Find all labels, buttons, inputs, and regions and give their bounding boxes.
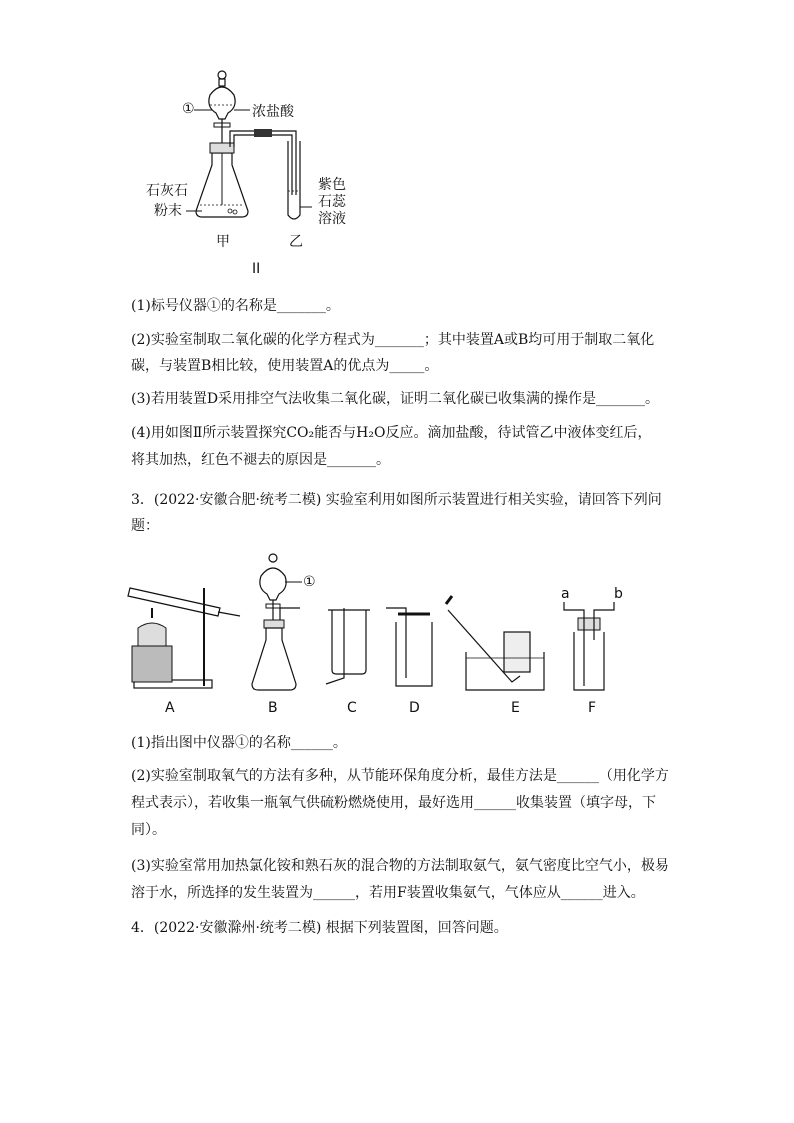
label-c: C <box>347 700 357 716</box>
label-jia: 甲 <box>216 234 230 250</box>
label-solution: 溶液 <box>318 211 346 227</box>
apparatus-c <box>326 608 370 684</box>
port-b-label: b <box>614 586 623 602</box>
q2-part4-line1: (4)用如图Ⅱ所示装置探究CO₂能否与H₂O反应。滴加盐酸，待试管乙中液体变红后， <box>131 425 652 441</box>
label-f: F <box>588 700 597 716</box>
figure-q3-apparatus <box>130 548 630 698</box>
q3-part2-line1: (2)实验室制取氧气的方法有多种，从节能环保角度分析，最佳方法是______（用化学方 <box>131 768 669 784</box>
label-a: A <box>165 700 175 716</box>
label-limestone-2: 粉末 <box>154 203 182 219</box>
label-purple: 紫色 <box>318 177 346 193</box>
funnel-stopper <box>218 71 226 79</box>
label-limestone-1: 石灰石 <box>146 183 188 199</box>
circled-one-label: ① <box>182 101 195 117</box>
label-yi: 乙 <box>289 234 303 250</box>
figure-ii-apparatus <box>150 65 410 235</box>
q3-part3-line2: 溶于水，所选择的发生装置为______，若用F装置收集氨气，气体应从______进入。 <box>131 885 645 901</box>
q3-part2-line3: 同）。 <box>131 822 166 838</box>
port-a-label: a <box>561 586 570 602</box>
figure-caption: II <box>252 261 261 277</box>
apparatus-e <box>446 596 544 690</box>
label-e: E <box>511 700 520 716</box>
q2-part4-line2: 将其加热，红色不褪去的原因是_______。 <box>131 452 390 468</box>
apparatus-a <box>128 588 240 688</box>
q3-circled-one: ① <box>303 574 316 590</box>
q3-header-line1: 3．(2022·安徽合肥·统考二模) 实验室利用如图所示装置进行相关实验，请回答下列问 <box>131 492 662 508</box>
separatory-funnel <box>209 87 235 119</box>
q2-part1: (1)标号仪器①的名称是_______。 <box>131 298 340 314</box>
label-concentrated-hcl: 浓盐酸 <box>252 104 294 120</box>
q2-part2-line2: 碳，与装置B相比较，使用装置A的优点为_____。 <box>131 358 439 374</box>
delivery-tube <box>230 131 296 195</box>
q3-header-line2: 题： <box>131 518 159 534</box>
apparatus-d <box>386 608 432 686</box>
label-b: B <box>268 700 278 716</box>
q2-part3: (3)若用装置D采用排空气法收集二氧化碳，证明二氧化碳已收集满的操作是_______。 <box>131 391 660 407</box>
apparatus-b <box>252 554 302 690</box>
apparatus-f <box>564 602 614 690</box>
q4-header: 4．(2022·安徽滁州·统考二模) 根据下列装置图，回答问题。 <box>131 920 508 936</box>
test-tube <box>288 141 300 219</box>
q3-part3-line1: (3)实验室常用加热氯化铵和熟石灰的混合物的方法制取氨气，氨气密度比空气小，极易 <box>131 858 669 874</box>
q2-part2-line1: (2)实验室制取二氧化碳的化学方程式为_______；其中装置A或B均可用于制取二氧化 <box>131 332 655 348</box>
q3-part1: (1)指出图中仪器①的名称______。 <box>131 735 347 751</box>
label-litmus: 石蕊 <box>318 194 346 210</box>
q3-part2-line2: 程式表示），若收集一瓶氧气供硫粉燃烧使用，最好选用______收集装置（填字母，下 <box>131 795 656 811</box>
label-d: D <box>409 700 420 716</box>
